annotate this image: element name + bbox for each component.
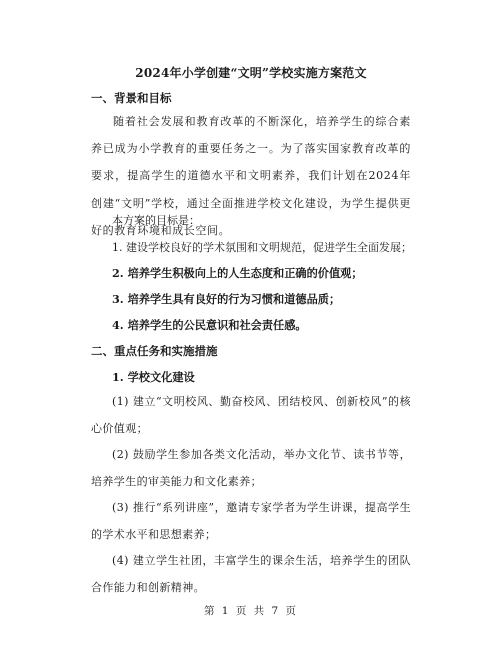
- background-paragraph: 随着社会发展和教育改革的不断深化，培养学生的综合素养已成为小学教育的重要任务之一。为了落实国家教育改革的要求，提高学生的道德水平和文明素养，我们计划在2024年创建“文明”学校，通过全面推进学校文化建设，为学生提供更好的教育环境和成长空间。: [91, 115, 411, 237]
- goals-intro: 本方案的目标是：: [112, 214, 200, 227]
- goal-item-3: 3. 培养学生具有良好的行为习惯和道德品质；: [112, 292, 341, 306]
- measure-item-2: (2) 鼓励学生参加各类文化活动，举办文化节、读书节等，培养学生的审美能力和文化素养；: [91, 448, 411, 489]
- measure-item-3: (3) 推行“系列讲座”，邀请专家学者为学生讲课，提高学生的学术水平和思想素养；: [91, 501, 411, 542]
- measure-item-1: (1) 建立“文明校风、勤奋校风、团结校风、创新校风”的核心价值观；: [91, 395, 411, 436]
- goal-item-1: 1. 建设学校良好的学术氛围和文明规范，促进学生全面发展；: [112, 241, 412, 254]
- goal-item-4: 4. 培养学生的公民意识和社会责任感。: [112, 318, 307, 332]
- subsection-heading-culture: 1. 学校文化建设: [112, 370, 195, 384]
- page-number-footer: 第 1 页 共 7 页: [203, 605, 299, 617]
- section-heading-background: 一、背景和目标: [91, 91, 172, 105]
- document-title: 2024年小学创建“文明”学校实施方案范文: [135, 66, 367, 80]
- section-heading-tasks: 二、重点任务和实施措施: [91, 344, 218, 358]
- goal-item-2: 2. 培养学生积极向上的人生态度和正确的价值观；: [112, 266, 363, 280]
- measure-item-4: (4) 建立学生社团，丰富学生的课余生活，培养学生的团队合作能力和创新精神。: [91, 554, 411, 595]
